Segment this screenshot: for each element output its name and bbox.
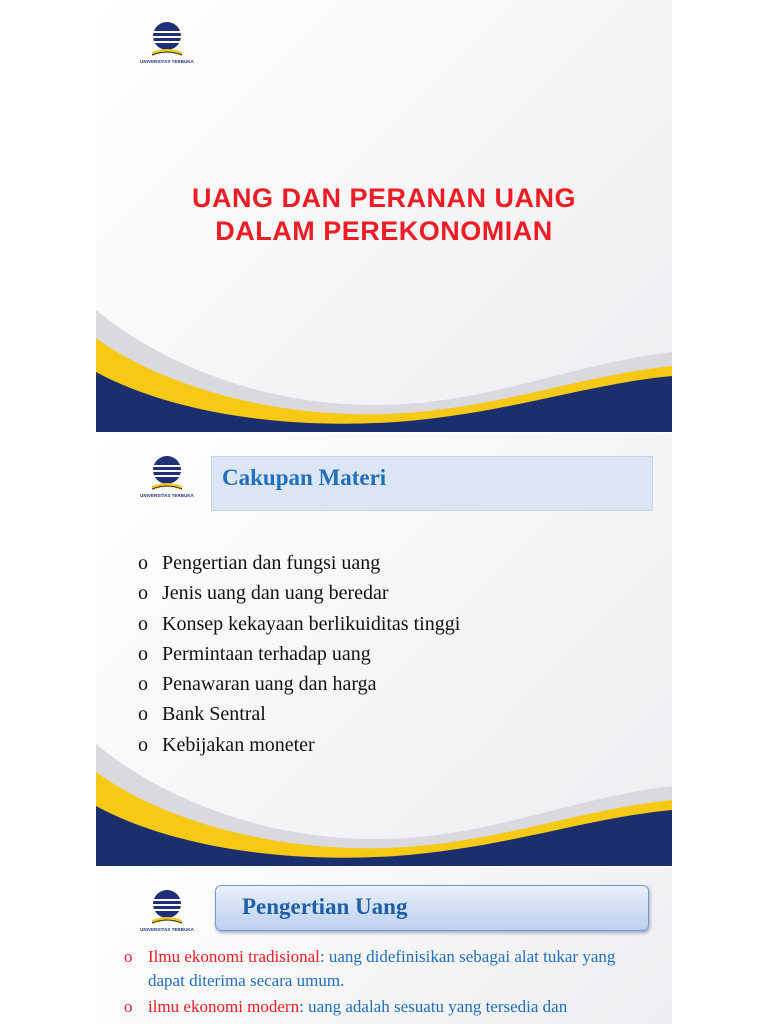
bullet-marker: o (124, 997, 133, 1016)
list-item: o Penawaran uang dan harga (138, 669, 460, 699)
slide-title (96, 0, 672, 432)
definition-term: Ilmu ekonomi tradisional (148, 947, 320, 966)
slide-title-line-2: DALAM PEREKONOMIAN (215, 216, 553, 246)
list-item: o Kebijakan moneter (138, 730, 460, 760)
slide-heading: Cakupan Materi (222, 465, 387, 490)
logo-text: UNIVERSITAS TERBUKA (140, 493, 194, 498)
slide-title-line-1: UANG DAN PERANAN UANG (191, 183, 576, 213)
list-item: o Jenis uang dan uang beredar (138, 578, 460, 608)
slide-heading: Pengertian Uang (242, 894, 408, 919)
slide-definition (96, 868, 672, 1024)
definition-item (124, 995, 654, 1019)
definition-text: : uang adalah sesuatu yang tersedia dan (299, 997, 568, 1016)
slide-heading-box (215, 885, 649, 931)
university-logo-icon (136, 890, 198, 936)
definition-term: ilmu ekonomi modern (148, 997, 300, 1016)
list-item: o Pengertian dan fungsi uang (138, 548, 460, 578)
definition-text: : uang didefinisikan sebagai alat tukar yang dapat diterima secara umum. (148, 947, 616, 990)
decorative-wave (96, 744, 672, 866)
logo-text: UNIVERSITAS TERBUKA (140, 59, 194, 64)
definition-item (124, 945, 654, 993)
logo-text: UNIVERSITAS TERBUKA (140, 927, 194, 932)
university-logo-icon (136, 22, 198, 68)
slide-heading-box (211, 456, 653, 511)
bullet-marker: o (124, 947, 133, 966)
slide-outline (96, 434, 672, 866)
list-item: o Konsep kekayaan berlikuiditas tinggi (138, 609, 460, 639)
university-logo-icon (136, 456, 198, 502)
list-item: o Bank Sentral (138, 699, 460, 729)
outline-list (138, 548, 460, 760)
list-item: o Permintaan terhadap uang (138, 639, 460, 669)
decorative-wave (96, 310, 672, 432)
